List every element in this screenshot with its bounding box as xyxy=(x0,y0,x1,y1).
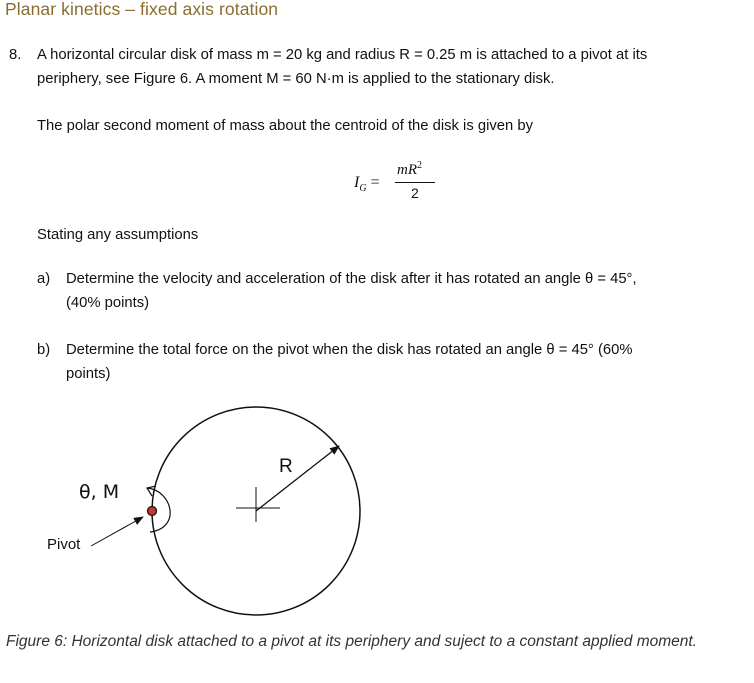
part-a-line-1: Determine the velocity and acceleration of the disk after it has rotated an angle θ = 45°, xyxy=(66,271,637,287)
pivot-point xyxy=(148,507,157,516)
formula-numerator xyxy=(397,160,422,179)
formula-lhs-subscript: G xyxy=(359,183,367,195)
fraction-bar xyxy=(395,182,435,183)
inertia-formula xyxy=(354,160,454,210)
disk-figure xyxy=(0,395,754,630)
figure-caption: Figure 6: Horizontal disk attached to a pivot at its periphery and suject to a constant applied moment. xyxy=(6,633,697,650)
problem-number: 8. xyxy=(9,47,22,63)
formula-lhs xyxy=(354,174,380,194)
formula-equals: = xyxy=(370,174,380,191)
section-title: Planar kinetics – fixed axis rotation xyxy=(5,0,279,19)
formula-denominator: 2 xyxy=(411,185,419,201)
assumptions-text: Stating any assumptions xyxy=(37,227,199,243)
part-a-line-2: (40% points) xyxy=(66,295,150,311)
moment-of-inertia-intro: The polar second moment of mass about the centroid of the disk is given by xyxy=(37,118,533,134)
formula-lhs-symbol: I xyxy=(354,174,360,191)
pivot-pointer-arrow xyxy=(91,517,143,546)
part-b-label: b) xyxy=(37,342,51,358)
part-b-line-2: points) xyxy=(66,366,111,382)
radius-arrow xyxy=(256,446,339,511)
formula-numerator-text: mR xyxy=(397,162,417,178)
problem-statement-line-1: A horizontal circular disk of mass m = 20 kg and radius R = 0.25 m is attached to a pivot at its xyxy=(37,47,648,63)
moment-label: θ, M xyxy=(79,481,120,503)
formula-numerator-exponent: 2 xyxy=(417,160,422,171)
part-b-line-1: Determine the total force on the pivot when the disk has rotated an angle θ = 45° (60% xyxy=(66,342,633,358)
part-a-label: a) xyxy=(37,271,51,287)
radius-label: R xyxy=(279,456,293,477)
pivot-label: Pivot xyxy=(47,536,81,553)
problem-statement-line-2: periphery, see Figure 6. A moment M = 60 N·m is applied to the stationary disk. xyxy=(37,71,555,87)
